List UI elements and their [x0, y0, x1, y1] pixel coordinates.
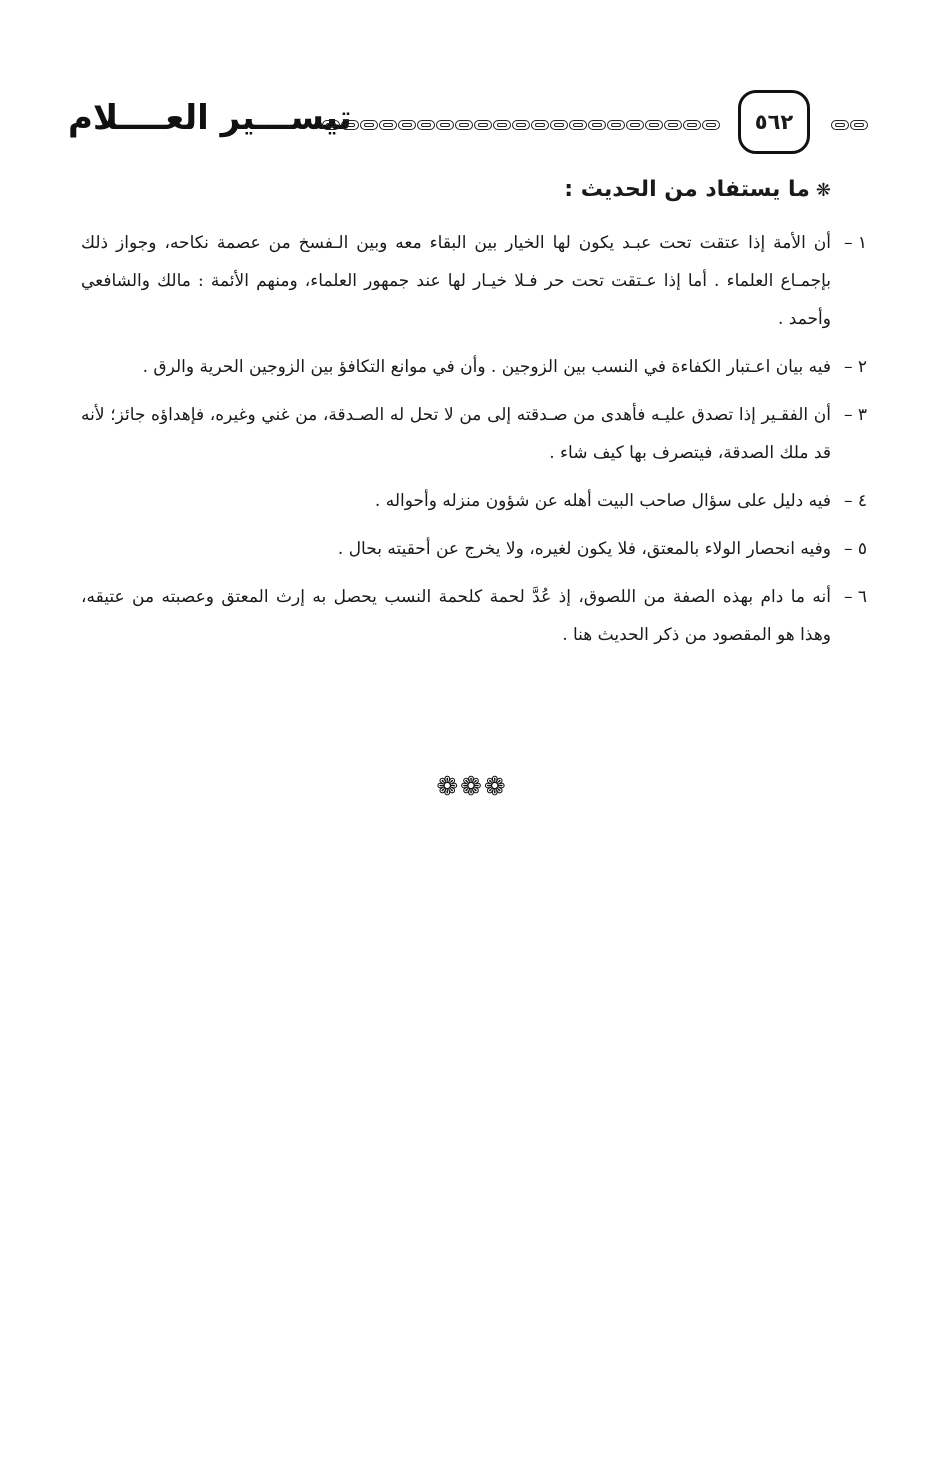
chain-link-icon — [398, 120, 416, 130]
list-item-number: ٥ – — [843, 539, 867, 559]
book-title: تيســـير العــــلام — [68, 98, 352, 138]
chain-link-icon — [417, 120, 435, 130]
chain-link-icon — [831, 120, 849, 130]
list-item-number: ٣ – — [843, 405, 867, 425]
chain-link-icon — [683, 120, 701, 130]
list-item-text: فيه بيان اعـتبار الكفاءة في النسب بين الزوجين . وأن في موانع التكافؤ بين الزوجين الحرية والرق . — [142, 357, 831, 377]
chain-link-icon — [569, 120, 587, 130]
section-end-ornament: ❁❁❁ — [436, 772, 508, 802]
chain-link-icon — [512, 120, 530, 130]
chain-link-icon — [588, 120, 606, 130]
list-item — [81, 224, 867, 338]
list-item-number: ٤ – — [843, 491, 867, 511]
page-header — [68, 90, 880, 160]
list-item-number: ١ – — [843, 233, 867, 253]
page-number-box — [738, 90, 810, 154]
chain-link-icon — [702, 120, 720, 130]
chain-link-icon — [341, 120, 359, 130]
list-item — [81, 530, 867, 568]
chain-link-icon — [664, 120, 682, 130]
list-item-number: ٢ – — [843, 357, 867, 377]
page-content — [81, 172, 867, 664]
chain-link-icon — [493, 120, 511, 130]
section-heading-text: ما يستفاد من الحديث : — [564, 177, 810, 202]
chain-link-icon — [474, 120, 492, 130]
list-item-number: ٦ – — [843, 587, 867, 607]
list-item — [81, 578, 867, 654]
list-item-text: أنه ما دام بهذه الصفة من اللصوق، إذ عُدَّ لحمة كلحمة النسب يحصل به إرث المعتق وعصبته من عتيقه، وهذا هو المقصود من ذكر الحديث هنا . — [81, 587, 831, 645]
chain-link-icon — [360, 120, 378, 130]
page-number: ٥٦٢ — [754, 110, 794, 134]
list-item-text: فيه دليل على سؤال صاحب البيت أهله عن شؤون منزله وأحواله . — [374, 491, 831, 511]
chain-link-icon — [850, 120, 868, 130]
list-item-text: أن الفقـير إذا تصدق عليـه فأهدى من صـدقته إلى من لا تحل له الصـدقة، من غني وغيره، فإهداؤه جائز؛ لأنه قد ملك الصدقة، فيتصرف بها كيف شاء . — [81, 405, 831, 463]
chain-link-icon — [379, 120, 397, 130]
section-heading — [81, 172, 831, 208]
header-chain-ornament — [322, 120, 778, 134]
list-item-text: وفيه انحصار الولاء بالمعتق، فلا يكون لغيره، ولا يخرج عن أحقيته بحال . — [337, 539, 831, 559]
chain-link-icon — [550, 120, 568, 130]
chain-link-icon — [607, 120, 625, 130]
chain-link-icon — [626, 120, 644, 130]
list-item — [81, 348, 867, 386]
list-item — [81, 482, 867, 520]
chain-link-icon — [322, 120, 340, 130]
chain-link-icon — [531, 120, 549, 130]
list-item-text: أن الأمة إذا عتقت تحت عبـد يكون لها الخيار بين البقاء معه وبين الـفسخ من عصمة نكاحه، وجواز ذلك بإجمـاع العلماء . أما إذا عـتقت تحت حر فـلا خيـار لها عند جمهور العلماء، ومنهم الأئمة : مالك والشافعي وأحمد . — [81, 233, 831, 329]
chain-link-icon — [455, 120, 473, 130]
list-item — [81, 396, 867, 472]
chain-link-icon — [436, 120, 454, 130]
asterisk-icon: ❋ — [815, 180, 831, 201]
header-chain-ornament-right — [831, 120, 879, 134]
chain-link-icon — [645, 120, 663, 130]
